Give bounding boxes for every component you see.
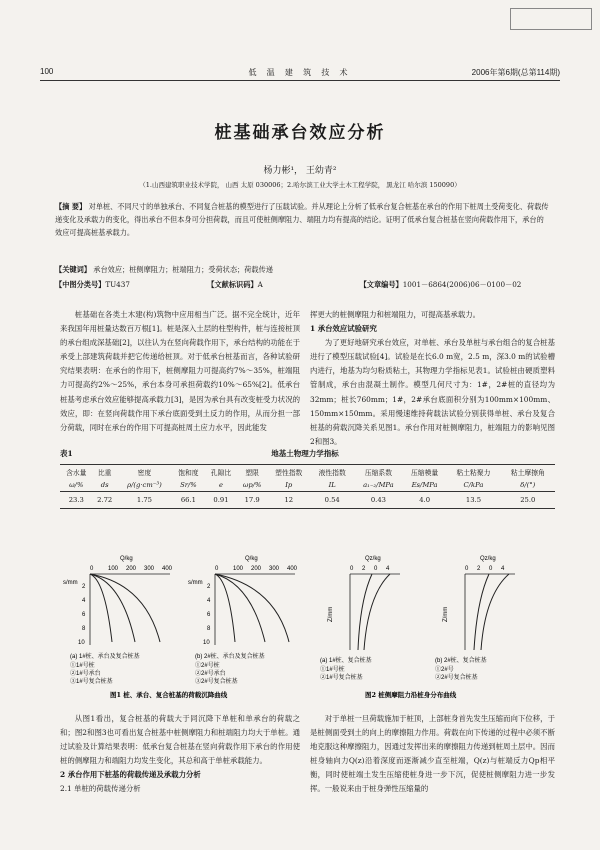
fig1b-curve-1 [215, 574, 235, 642]
fig1b-stick: 2 [207, 584, 211, 590]
fig1a-stick: 6 [82, 612, 86, 618]
paper-title: 桩基础承台效应分析 [214, 123, 386, 142]
table-header: 含水量 [60, 465, 93, 480]
fig1b-tick: 0 [215, 566, 219, 572]
table-header: 粘土粘聚力 [446, 465, 500, 480]
figure2-caption: 图2 桩侧摩阻力沿桩身分布曲线 [365, 691, 457, 699]
header-rule [40, 80, 560, 81]
fig1a-legend: ②1#号承台 [70, 671, 101, 677]
table1-caption: 地基土物理力学指标 [271, 449, 339, 458]
table-symbol: C/kPa [446, 479, 500, 492]
issue-info: 2006年第6期(总第114期) [471, 68, 560, 77]
fig2a-z-label: Z/mm [328, 606, 334, 622]
fig2b-tick: 0 [465, 566, 469, 572]
fig1b-stick: 4 [207, 598, 211, 604]
fig1b-legend: ①2#号桩 [195, 663, 220, 669]
table-header: 孔隙比 [205, 465, 238, 480]
fig1b-s-label: s/mm [188, 580, 203, 586]
fig1b-caption: (b) 2#桩、承台及复合桩基 [195, 654, 265, 660]
journal-name: 低 温 建 筑 技 术 [248, 68, 352, 77]
fig1b-tick: 100 [233, 566, 244, 572]
keywords-text: 承台效应；桩侧摩阻力；桩端阻力；受荷状态；荷载传递 [93, 265, 273, 274]
table-symbol: Es/MPa [403, 479, 446, 492]
article-no-label: 【文章编号】 [359, 280, 403, 289]
fig1a-tick: 200 [126, 566, 137, 572]
fig1b-stick: 10 [203, 640, 210, 646]
abstract-text: 对单桩、不同尺寸的单独承台、不同复合桩基的模型进行了压载试验。并从理论上分析了低承台复合桩基在承台的作用下桩周土受荷变化、荷载传递变化及承载力的变化，得出承台不但本身可分担荷载，而且可使桩侧摩阻力、端阻力均有提高的结论。证明了低承台复合桩基在竖向荷载作用下，承台的效应可提高桩基承载力。 [55, 202, 549, 237]
table-symbol: ωp/% [237, 479, 267, 492]
table-symbol: ω/% [60, 479, 93, 492]
fig1b-stick: 8 [207, 626, 211, 632]
fig1b-curve-2 [215, 574, 265, 642]
table-header: 液性指数 [310, 465, 353, 480]
fig1b-tick: 400 [287, 566, 298, 572]
fig2b-tick: 0 [489, 566, 493, 572]
table-cell: 1.75 [117, 492, 172, 509]
fig2b-z-label: Z/mm [443, 606, 449, 622]
table-symbol: δ/(°) [501, 479, 555, 492]
table-header: 压缩模量 [403, 465, 446, 480]
table-header: 塑性指数 [267, 465, 310, 480]
article-no-value: 1001－6864(2006)06－0100－02 [402, 280, 522, 289]
fig1b-legend: ②2#号承台 [195, 671, 226, 677]
figure2-svg [310, 550, 555, 700]
fig1b-tick: 200 [251, 566, 262, 572]
table-symbol: ρ/(g·cm⁻³) [117, 479, 172, 492]
table-cell: 2.72 [93, 492, 117, 509]
fig1a-stick: 10 [78, 640, 85, 646]
affiliation: （1.山西建筑职业技术学院， 山西 太原 030006；2.哈尔滨工业大学土木工程学院， 黑龙江 哈尔滨 150090） [139, 181, 461, 189]
fig1b-curve-3 [215, 574, 289, 642]
table-symbol: Ip [267, 479, 310, 492]
table-cell: 12 [267, 492, 310, 509]
fig1a-tick: 100 [108, 566, 119, 572]
figure2a [320, 556, 400, 681]
doc-code-label: 【文献标识码】 [207, 280, 258, 289]
intro-right-column [310, 308, 555, 449]
abstract [55, 200, 550, 239]
results-left-column [60, 712, 300, 797]
fig1a-stick: 2 [82, 584, 86, 590]
fig2b-curve-2 [481, 574, 509, 650]
fig1a-legend: ③1#号复合桩基 [70, 679, 113, 685]
fig2a-legend: ②1#号复合桩基 [320, 675, 363, 681]
fig2b-tick: 4 [501, 566, 505, 572]
fig1a-legend: ①1#号桩 [70, 663, 95, 669]
table-header: 塑限 [237, 465, 267, 480]
fig2a-legend: ①1#号桩 [320, 667, 345, 673]
fig2a-tick: 0 [350, 566, 354, 572]
fig2a-tick: 2 [362, 566, 366, 572]
fig1b-legend: ③2#号复合桩基 [195, 679, 238, 685]
table-cell: 4.0 [403, 492, 446, 509]
table-cell: 23.3 [60, 492, 93, 509]
fig1a-stick: 8 [82, 626, 86, 632]
fig2a-tick: 4 [386, 566, 390, 572]
fig2b-caption: (b) 2#桩、复合桩基 [435, 658, 487, 664]
fig2a-caption: (a) 1#桩、复合桩基 [320, 658, 372, 664]
fig1a-s-label: s/mm [63, 580, 78, 586]
fig1a-curve-2 [90, 574, 135, 642]
fig1a-curve-3 [90, 574, 160, 642]
fig2a-q-label: Qz/kg [365, 556, 381, 562]
abstract-label: 【摘 要】 [55, 202, 87, 211]
table-symbol: Sr/% [172, 479, 205, 492]
table-symbol: e [205, 479, 238, 492]
table-header: 饱和度 [172, 465, 205, 480]
fig1b-tick: 300 [269, 566, 280, 572]
keywords-label: 【关键词】 [55, 265, 91, 274]
load-transfer-paragraph: 对于单桩一旦荷载施加于桩顶，上部桩身首先发生压缩而向下位移，于是桩侧面受到土的向上的摩擦阻力作用。荷载在向下传递的过程中必须不断地克服这种摩擦阻力，因通过发挥出来的摩擦阻力传递到桩周土层中。因而桩身轴向力Q(z)沿着深度而逐渐减少直至桩端，Q(z)与桩端反力Qp相平衡，同时使桩端土发生压缩使桩身进一步下沉，促使桩侧摩阻力进一步发挥。一般说来由于桩身弹性压缩量的 [310, 714, 555, 794]
table-cell: 66.1 [172, 492, 205, 509]
table-symbol: a₁₋₂/MPa [354, 479, 403, 492]
clc-label: 【中图分类号】 [55, 280, 106, 289]
figure1b [188, 556, 298, 685]
section-1-paragraph: 为了更好地研究承台效应，对单桩、承台及单桩与承台组合的复合桩基进行了模型压载试验[4]。试验是在长6.0 m宽，2.5 m，深3.0 m的试验槽内进行，地基为均匀粉质粘土，其物理力学指标见表1。试验桩由硬质塑料管制成，承台由混凝土制作。模型几何尺寸为：1#，2#桩的直径均为32mm；桩长760mm；1#，2#承台底面积分别为100mm×100mm、150mm×150mm。采用慢速维持荷载法试验分别获得单桩、承台及复合桩基的荷载沉降关系见图1。承台作用对桩侧摩阻力，桩端阻力的影响见图2和图3。 [310, 338, 555, 446]
fig1b-stick: 6 [207, 612, 211, 618]
fig1a-tick: 400 [162, 566, 173, 572]
table-header: 压缩系数 [354, 465, 403, 480]
keywords [55, 265, 550, 275]
fig2a-tick: 0 [374, 566, 378, 572]
fig2b-tick: 2 [477, 566, 481, 572]
table-cell: 0.91 [205, 492, 238, 509]
table1-caption-row [60, 448, 550, 459]
fig1b-q-label: Q/kg [245, 556, 258, 562]
fig1a-stick: 4 [82, 598, 86, 604]
fig2b-q-label: Qz/kg [480, 556, 496, 562]
table-cell: 0.54 [310, 492, 353, 509]
fig2b-legend: ①2#号 [435, 667, 454, 673]
table-header: 密度 [117, 465, 172, 480]
table-symbol: ds [93, 479, 117, 492]
table-symbol: IL [310, 479, 353, 492]
fig2b-legend: ②2#号复合桩基 [435, 675, 478, 681]
soil-properties-table [60, 464, 555, 509]
fig1a-caption: (a) 1#桩、承台及复合桩基 [70, 654, 140, 660]
doc-code-value: A [257, 280, 263, 289]
fig1a-tick: 0 [90, 566, 94, 572]
table-header: 粘土摩擦角 [501, 465, 555, 480]
intro-continuation: 挥更大的桩侧摩阻力和桩端阻力，可提高基承载力。 [310, 310, 480, 319]
table1-label: 表1 [60, 449, 73, 458]
fig1a-q-label: Q/kg [120, 556, 133, 562]
section-2-heading: 2 承台作用下桩基的荷载传递及承载力分析 [60, 770, 201, 780]
results-right-column [310, 712, 555, 797]
table-cell: 13.5 [446, 492, 500, 509]
figure1-caption: 图1 桩、承台、复合桩基的荷载沉降曲线 [110, 691, 228, 699]
clc-value: TU437 [105, 280, 130, 289]
intro-left-column [60, 308, 300, 435]
figure2b [435, 556, 515, 681]
authors: 杨力彬¹， 王幼青² [263, 166, 337, 176]
fig1a-tick: 300 [144, 566, 155, 572]
table-cell: 17.9 [237, 492, 267, 509]
results-paragraph: 从图1看出，复合桩基的荷载大于同沉降下单桩和单承台的荷载之和；图2和图3也可看出复合桩基中桩侧摩阻力和桩端阻力均大于单桩。通过试验及计算结果表明：低承台复合桩基在竖向荷载作用下承台的作用使桩的侧摩阻力和端阻力均发生变化，其总和高于单桩承载能力。 [60, 714, 300, 766]
intro-paragraph: 桩基础在各类土木建(构)筑物中应用相当广泛。据不完全统计，近年来我国年用桩量达数百万根[1]。桩是深入土层的柱型构件，桩与连接桩顶的承台组成深基础[2]，以往认为在竖向荷载作用下，承台结构的功能在于承受上部建筑荷载并把它传递给桩顶。对于低承台桩基而言，各种试验研究结果表明：在承台的作用下，桩侧摩阻力可提高约7%～35%，桩端阻力可提高约2%～25%，承台本身可承担荷载约10%～65%[2]。低承台桩基考虑承台效应能够提高承载力[3]，是因为承台具有改变桩受力状况的效应，即：在竖向荷载作用下承台底面受到土反力的作用，从而分担一部分荷载，同时在承台的作用下可提高桩周土应力水平，因此能发 [60, 310, 300, 432]
corner-box [510, 8, 592, 30]
figure1a [63, 556, 173, 685]
table-header: 比重 [93, 465, 117, 480]
page-number: 100 [40, 67, 54, 76]
classification-line [55, 280, 550, 290]
section-1-heading: 1 承台效应试验研究 [310, 324, 377, 334]
figure1-svg [60, 550, 305, 700]
table-cell: 0.43 [354, 492, 403, 509]
section-2-1-heading: 2.1 单桩的荷载传递分析 [60, 784, 141, 794]
table-cell: 25.0 [501, 492, 555, 509]
